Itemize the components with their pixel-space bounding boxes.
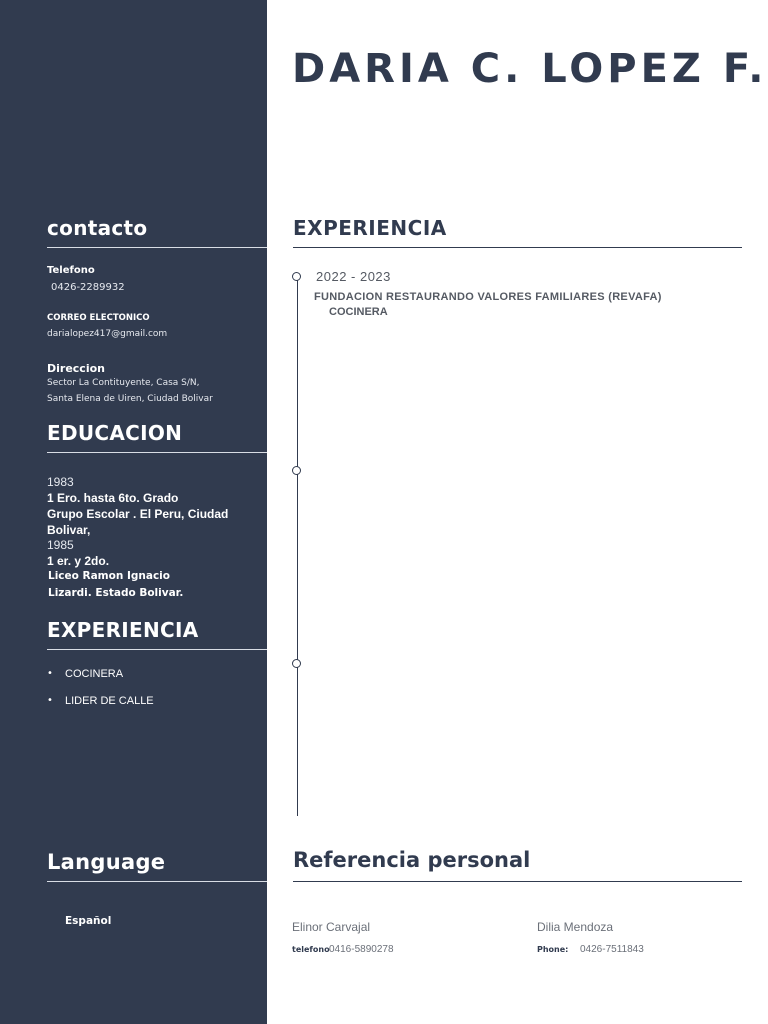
reference-name: Dilia Mendoza (537, 920, 614, 934)
experience-heading: EXPERIENCIA (293, 216, 447, 240)
education-year: 1985 (47, 538, 74, 552)
reference-phone-label: Phone: (537, 945, 569, 954)
experience-rule (293, 247, 742, 248)
timeline-dot (292, 466, 301, 475)
experience-divider (47, 649, 267, 650)
education-location: Bolivar, (47, 523, 91, 537)
education-location: Lizardi. Estado Bolivar. (48, 587, 184, 599)
education-school: Grupo Escolar . El Peru, Ciudad (47, 507, 229, 521)
education-degree: 1 Ero. hasta 6to. Grado (47, 491, 179, 505)
phone-value: 0426-2289932 (51, 282, 125, 293)
contact-heading: contacto (47, 216, 148, 240)
job-organization: FUNDACION RESTAURANDO VALORES FAMILIARES (REVAFA) (314, 291, 662, 303)
references-rule (293, 881, 742, 882)
email-label: CORREO ELECTONICO (47, 313, 150, 323)
education-school: Liceo Ramon Ignacio (48, 570, 170, 582)
contact-divider (47, 247, 267, 248)
timeline-dot (292, 272, 301, 281)
phone-label: Telefono (47, 265, 95, 276)
sidebar-experience-heading: EXPERIENCIA (47, 618, 199, 642)
education-heading: EDUCACION (47, 421, 183, 445)
bullet-icon: • (47, 668, 53, 679)
bullet-icon: • (47, 695, 53, 706)
job-role: COCINERA (329, 306, 388, 318)
experience-item: LIDER DE CALLE (65, 695, 154, 707)
references-heading: Referencia personal (293, 848, 531, 872)
experience-item: COCINERA (65, 668, 124, 680)
reference-name: Elinor Carvajal (292, 920, 371, 934)
language-item: Español (65, 915, 112, 927)
timeline-dot (292, 659, 301, 668)
language-divider (47, 881, 267, 882)
reference-phone-label: telefono (292, 945, 330, 954)
reference-phone: 0416-5890278 (329, 944, 394, 955)
address-label: Direccion (47, 362, 105, 375)
education-year: 1983 (47, 475, 74, 489)
education-divider (47, 452, 267, 453)
email-value: darialopez417@gmail.com (47, 329, 168, 339)
timeline-line (297, 276, 298, 816)
job-years: 2022 - 2023 (316, 269, 391, 284)
sidebar (0, 0, 267, 1024)
reference-phone: 0426-7511843 (580, 944, 644, 955)
address-line-2: Santa Elena de Uiren, Ciudad Bolivar (47, 394, 213, 404)
candidate-name: DARIA C. LOPEZ F. (292, 46, 768, 92)
education-degree: 1 er. y 2do. (47, 554, 110, 568)
language-heading: Language (47, 850, 166, 874)
address-line-1: Sector La Contituyente, Casa S/N, (47, 378, 200, 388)
